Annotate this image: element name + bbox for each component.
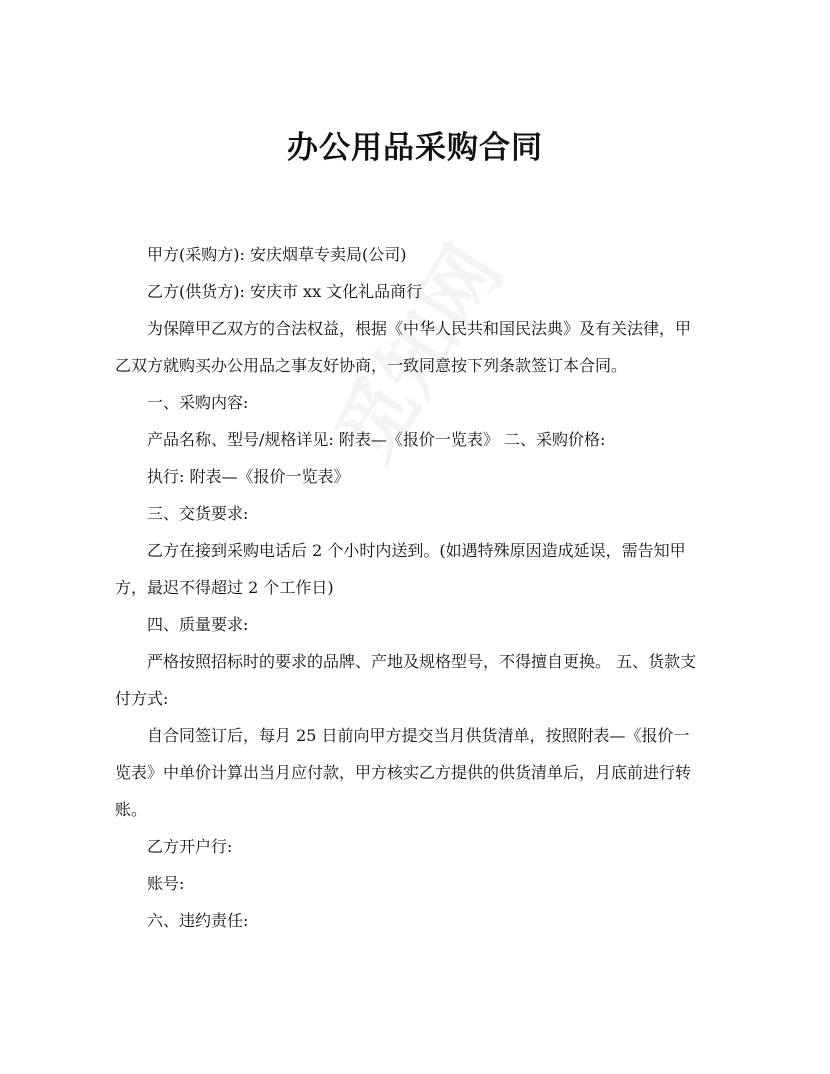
intro-paragraph-line-1: 为保障甲乙双方的合法权益，根据《中华人民共和国民法典》及有关法律，甲 [147, 319, 692, 338]
party-b-line: 乙方(供货方): 安庆市 xx 文化礼品商行 [147, 282, 423, 301]
section-4-body-line-1: 严格按照招标时的要求的品牌、产地及规格型号，不得擅自更换。 五、货款支 [147, 652, 697, 671]
section-5-body-line-2: 览表》中单价计算出当月应付款，甲方核实乙方提供的供货清单后，月底前进行转 [115, 763, 692, 782]
contract-body [115, 236, 715, 939]
section-4-heading: 四、质量要求: [147, 615, 249, 634]
section-4-body-line-2: 付方式: [115, 689, 169, 708]
section-6-heading: 六、违约责任: [147, 911, 249, 930]
section-3-body-line-1: 乙方在接到采购电话后 2 个小时内送到。(如遇特殊原因造成延误，需告知甲 [147, 541, 686, 560]
bank-line: 乙方开户行: [147, 837, 233, 856]
intro-paragraph-line-2: 乙双方就购买办公用品之事友好协商，一致同意按下列条款签订本合同。 [115, 356, 628, 375]
document-title: 办公用品采购合同 [287, 130, 543, 166]
section-5-body-line-1: 自合同签订后，每月 25 日前向甲方提交当月供货清单，按照附表—《报价一 [147, 726, 690, 745]
section-3-heading: 三、交货要求: [147, 504, 249, 523]
party-a-line: 甲方(采购方): 安庆烟草专卖局(公司) [147, 245, 407, 264]
section-2-body: 执行: 附表—《报价一览表》 [147, 467, 350, 486]
section-1-body: 产品名称、型号/规格详见: 附表—《报价一览表》 二、采购价格: [147, 430, 606, 449]
section-5-body-line-3: 账。 [115, 800, 148, 819]
account-line: 账号: [147, 874, 185, 893]
section-1-heading: 一、采购内容: [147, 393, 249, 412]
section-3-body-line-2: 方，最迟不得超过 2 个工作日) [115, 578, 334, 597]
